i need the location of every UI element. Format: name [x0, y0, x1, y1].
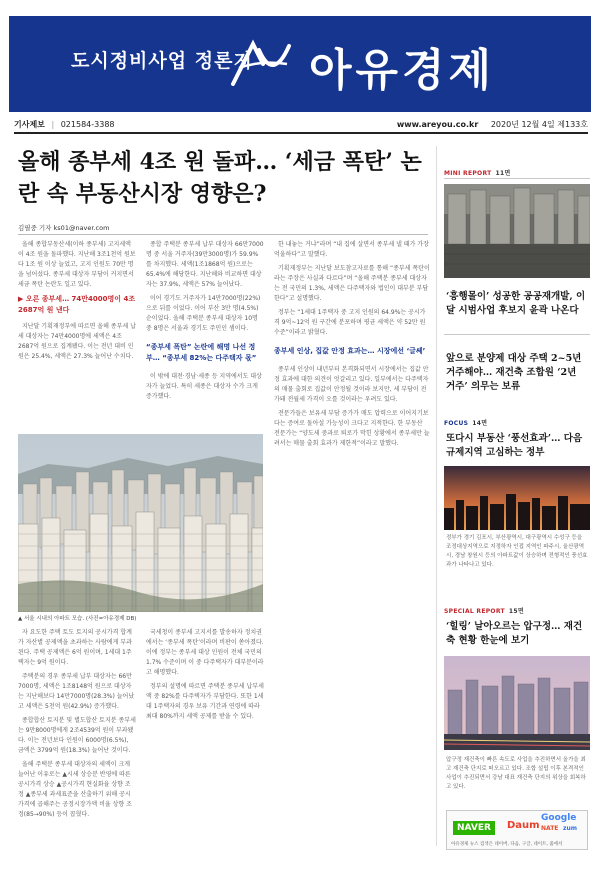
paragraph: 정부는 “1세대 1주택자 중 고지 인원의 64.9%는 공시가격 9억~12억 원 구간에 분포하며 평균 세액은 약 52만 원 수준”이라고 밝혔다. [274, 309, 426, 336]
photo-caption: ▲ 서울 시내의 아파트 모습. (사진=아유경제 DB) [18, 616, 137, 622]
special-report-page: 15면 [508, 608, 524, 615]
issue-line [397, 119, 588, 130]
zum-logo: zum [563, 825, 578, 832]
focus-page: 14면 [472, 420, 488, 427]
search-portals-banner[interactable] [446, 810, 588, 850]
focus-heading [444, 418, 487, 427]
article-column-1-bottom [18, 628, 136, 848]
mini-report-image [444, 184, 590, 278]
banner-text: 아유경제 뉴스 검색은 네이버, 다음, 구글, 네이트, 줌에서 [451, 842, 563, 847]
article-column-2-bottom [146, 628, 264, 848]
tip-line: 기사제보 | 021584-3388 [14, 120, 115, 129]
sidebar-rule [444, 334, 590, 335]
tip-label: 기사제보 [14, 120, 45, 129]
google-logo: Google [541, 813, 577, 823]
special-report-label: SPECIAL REPORT [444, 608, 505, 615]
focus-label: FOCUS [444, 420, 469, 427]
paragraph: 기획재정부는 지난달 보도참고자료를 통해 “종부세 폭탄이라는 주장은 사실과 다르다”며 “올해 주택분 종부세 대상자는 전 국민의 1.3%, 세액은 다주택자와 법인이 대부분 부담한다”고 설명했다. [274, 265, 430, 302]
tip-phone: 021584-3388 [60, 120, 115, 129]
masthead [9, 16, 591, 112]
paragraph: 정부의 설명에 따르면 주택분 종부세 납부세액 중 82%를 다주택자가 부담한다. 또한 1세대 1주택자의 경우 보유 기간과 연령에 따라 최대 80%까지 세액 공제를 받을 수 있다. [146, 683, 264, 720]
subhead-1: ▶ 오른 종부세… 74만4000명이 4조2687억 원 낸다 [18, 295, 136, 314]
naver-logo: NAVER [453, 821, 495, 835]
special-report-body: 압구정 재건축이 빠른 속도로 사업을 추진하면서 올가을 최고 재건축 단지로 떠오르고 있다. 조합 설립 이후 본격적인 사업이 추진되면서 강남 대표 재건축 단지의 위상을 회복하고 있다. [446, 757, 586, 790]
sidebar-divider [436, 146, 437, 846]
special-report-heading [444, 606, 524, 615]
focus-title: 또다시 부동산 ‘풍선효과’… 다음 규제지역 고심하는 정부 [446, 433, 583, 458]
mid-report-title: 앞으로 분양제 대상 주택 2~5년 거주해야… 재건축 조합원 ‘2년 거주’ 의무는 보류 [446, 353, 582, 392]
top-divider [14, 132, 588, 134]
paragraph: 주택분의 경우 종부세 납부 대상자는 66만7000명, 세액은 1조8148억 원으로 대상자는 지난해보다 14만7000명(28.3%) 늘어났고 세액은 5천억 원(42.9%) 증가했다. [18, 673, 135, 710]
info-bar [14, 116, 588, 132]
paragraph: 종합합산 토지분 및 별도합산 토지분 종부세는 9만8000명에게 2조4539억 원이 부과됐다. 이는 전년보다 인원이 6000명(6.5%), 금액은 3799억 원(18.3%) 늘어난 것이다. [18, 717, 136, 754]
article-column-1-top [18, 240, 136, 430]
masthead-subtitle: 도시정비사업 정론지 [71, 50, 253, 72]
nate-logo: NATE [541, 825, 559, 832]
byline-divider [18, 234, 428, 235]
mini-report-heading [444, 168, 511, 177]
subhead-2: “종부세 폭탄” 논란에 해명 나선 정부… “종부세 82%는 다주택자 몫” [146, 343, 257, 362]
byline: 김필중 기자 ks01@naver.com [18, 224, 110, 232]
paragraph: 전문가들은 보유세 부담 증가가 매도 압력으로 이어지기보다는 증여로 돌아설 가능성이 크다고 지적한다. 한 부동산 전문가는 “양도세 중과로 퇴로가 막힌 상황에서 종부세만 늘려서는 매물 출회 효과가 제한적”이라고 말했다. [274, 410, 430, 447]
subhead-3: 종부세 인상, 집값 안정 효과는… 시장에선 ‘글쎄’ [274, 347, 426, 355]
paragraph: 종부세 인상이 내년부터 본격화되면서 시장에서는 집값 안정 효과에 대한 의견이 엇갈리고 있다. 일부에서는 다주택자의 매물 출회로 집값이 안정될 것이라 보지만, 세 부담이 전가돼 전월세 가격이 오를 것이라는 우려도 있다. [274, 366, 429, 403]
paragraph: 이어 경기도 거주자가 14만7000명(22%)으로 뒤를 이었다. 이어 부산 3만 명(4.5%) 순이었다. 올해 주택분 종부세 대상자 10명 중 8명은 서울과 경기도 주민인 셈이다. [146, 295, 261, 332]
special-report-title: ‘힐링’ 날아오르는 압구정… 재건축 현황 한눈에 보기 [446, 621, 583, 646]
site-url-link[interactable]: www.areyou.co.kr [396, 120, 479, 129]
article-column-3 [274, 240, 430, 850]
mini-report-label: MINI REPORT [444, 170, 492, 177]
paragraph: 한 내놓는 거냐”라며 “내 집에 살면서 종부세 낼 때가 가장 억울하다”고 말했다. [274, 241, 429, 258]
daum-logo: Daum [507, 820, 540, 831]
paragraph: 이 밖에 대전·경남·세종 등 지역에서도 대상자가 늘었다. 특히 세종은 대상자 수가 크게 증가했다. [146, 373, 262, 400]
sidebar-rule [444, 178, 590, 179]
paragraph: 국세청이 종부세 고지서를 발송하자 정치권에서는 ‘종부세 폭탄’이라며 비판이 쏟아졌다. 이에 정부는 종부세 대상 인원이 전체 국민의 1.7% 수준이며 이 중 다주택자가 대부분이라고 해명했다. [146, 629, 264, 676]
areyou-logo-icon [229, 38, 295, 88]
issue-date: 2020년 12월 4일 제133호 [490, 120, 588, 129]
mini-report-title: ‘흥행몰이’ 성공한 공공재개발, 이달 시범사업 후보지 윤곽 나온다 [446, 291, 586, 316]
paragraph: 자 요도한 주택 토도 토지의 공시가격 합계가 자산별 공제액을 초과하는 사람에게 부과된다. 주택 공제액은 6억 원이며, 1세대 1주택자는 9억 원이다. [18, 629, 132, 666]
focus-body: 정부가 경기 김포시, 부산광역시, 대구광역시 수성구 등을 조정대상지역으로 지정하자 인접 지역인 파주시, 울산광역시, 경남 창원시 등의 아파트값이 상승하며 전형적인 풍선효과가 나타나고 있다. [446, 535, 588, 568]
article-column-2-top [146, 240, 264, 430]
mini-report-page: 11면 [495, 170, 511, 177]
focus-sunset-image [444, 466, 590, 530]
masthead-title: 아유경제 [309, 45, 496, 96]
paragraph: 올해 주택분 종부세 대상자의 세액이 크게 늘어난 이유로는 ▲시세 상승분 반영에 따른 공시가격 상승 ▲공시가격 현실화율 상향 조정 ▲종부세 과세표준을 산출하기 위해 공시가격에 곱해주는 공정시장가액 비율 상향 조정(85→90%) 등이 꼽혔다. [18, 761, 132, 818]
paragraph: 지난달 기획재정부에 따르면 올해 종부세 납세 대상자는 74만4000명에 세액은 4조2687억 원으로 집계됐다. 이는 전년 대비 인원은 25.4%, 세액은 27.3% 늘어난 수치다. [18, 323, 136, 360]
special-report-image [444, 656, 590, 750]
paragraph: 종합 주택분 종부세 납부 대상자 66만7000명 중 서울 거주자(39만3000명)가 59.9%를 차지했다. 세액(1조1868억 원)으로는 65.4%에 해당한다. 지난해와 비교하면 대상자는 37.9%, 세액은 57% 늘어났다. [146, 241, 264, 288]
city-apartments-photo [18, 434, 263, 612]
main-headline: 올해 종부세 4조 원 돌파… ‘세금 폭탄’ 논란 속 부동산시장 영향은? [18, 149, 422, 207]
paragraph: 올해 종합부동산세(이하 종부세) 고지세액이 4조 원을 돌파했다. 지난해 3조1천억 원보다 1조 원 이상 늘었고, 고지 인원도 70만 명을 넘어섰다. 종부세 대상자 부담이 커지면서 세금 폭탄 논란도 일고 있다. [18, 241, 136, 288]
